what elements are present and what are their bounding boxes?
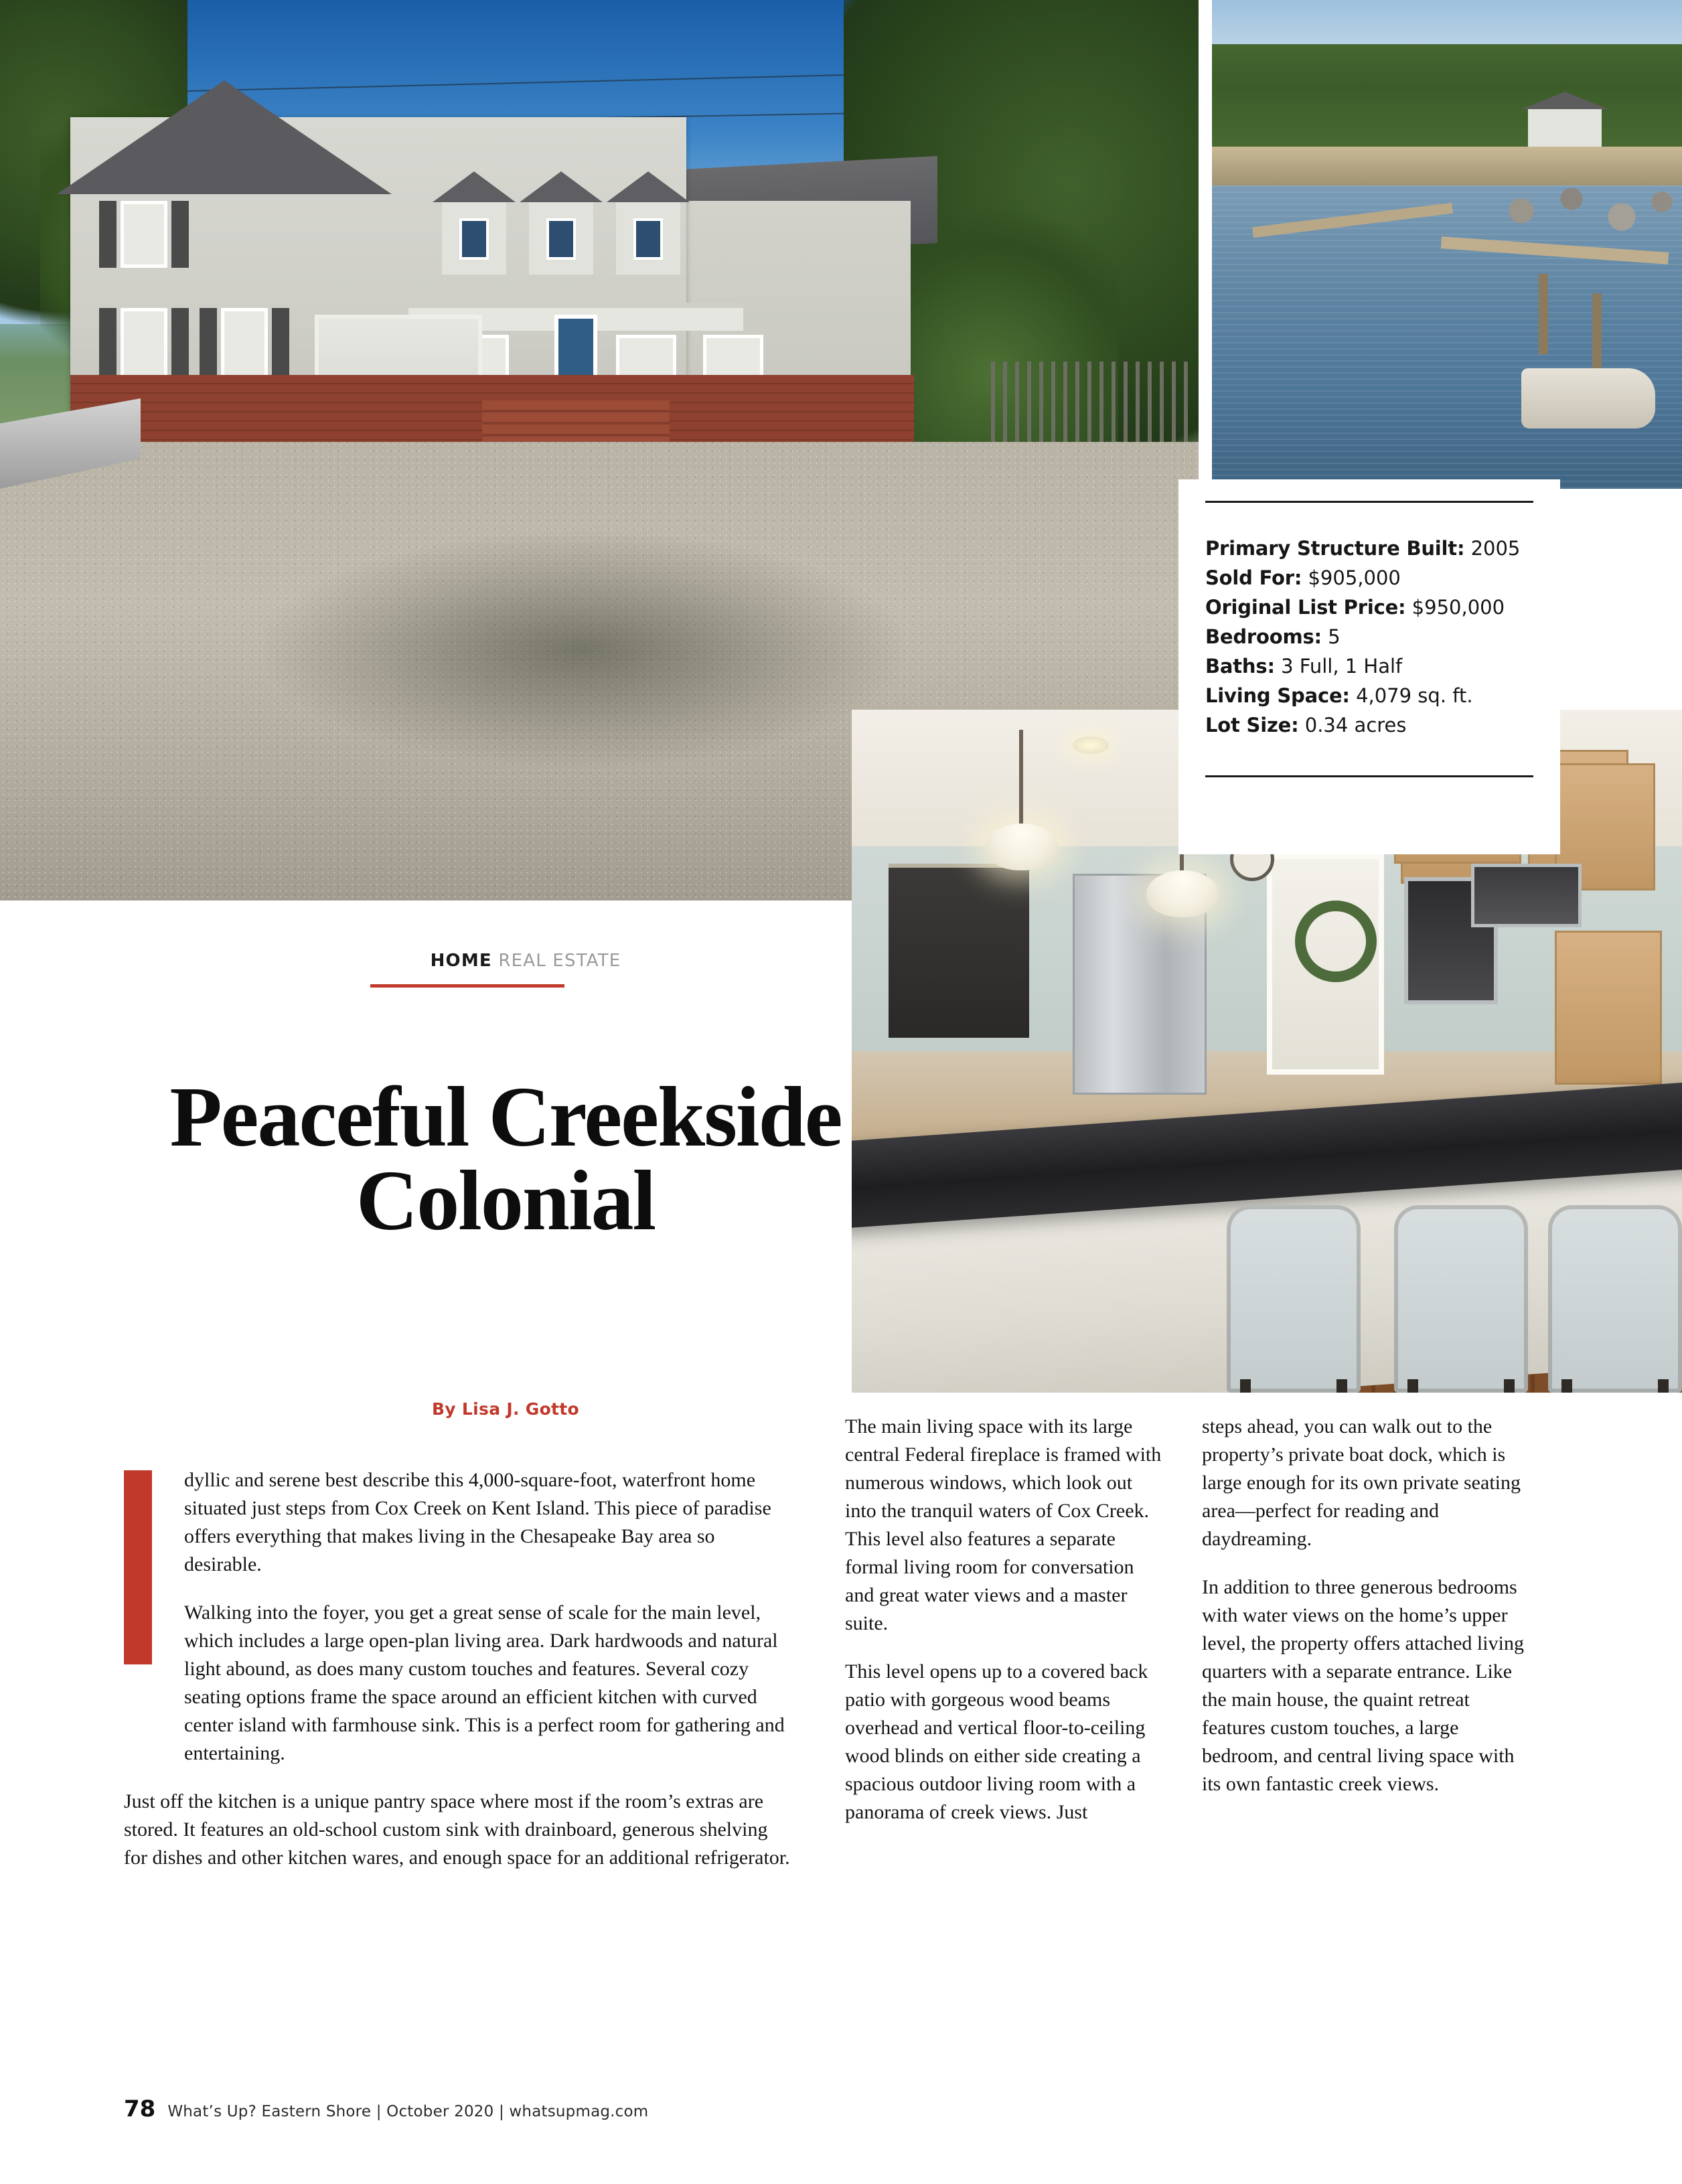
- shutter: [200, 308, 217, 382]
- page-number: 78: [124, 2096, 156, 2122]
- shutter: [171, 201, 189, 268]
- dormer-window: [442, 201, 506, 275]
- open-shelving: [889, 864, 1029, 1038]
- pendant-light: [986, 824, 1058, 870]
- wreath: [1295, 901, 1377, 982]
- paragraph: dyllic and serene best describe this 4,000-square-foot, waterfront home situated just steps from Cox Creek on Kent Island. This piece of paradise offers everything that makes living in the Chesapeake Bay area so desirable.: [184, 1469, 771, 1575]
- fact-list: [1205, 534, 1533, 740]
- page-footer: [124, 2096, 648, 2122]
- tree-shadow: [254, 529, 911, 770]
- fact-item-baths: Baths: 3 Full, 1 Half: [1205, 655, 1403, 678]
- property-fact-box: [1178, 479, 1560, 854]
- piling: [1592, 293, 1602, 380]
- paragraph: This level opens up to a covered back patio with gorgeous wood beams overhead and vertical floor-to-ceiling wood blinds on either side creating a spacious outdoor living room with a panorama of creek views. Just: [845, 1660, 1148, 1823]
- shutter: [171, 308, 189, 382]
- fact-item-original-list-price: Original List Price: $950,000: [1205, 596, 1505, 619]
- kicker-underline: [370, 984, 564, 988]
- gable-roof: [57, 80, 392, 194]
- bar-stool: [1548, 1205, 1682, 1393]
- sky: [1212, 0, 1682, 44]
- fact-item-built: Primary Structure Built: 2005: [1205, 537, 1521, 560]
- recessed-light: [1073, 736, 1109, 754]
- dormer-window: [616, 201, 680, 275]
- pendant-light: [1146, 870, 1219, 917]
- fact-item-sold-for: Sold For: $905,000: [1205, 566, 1401, 590]
- window: [121, 201, 167, 268]
- window: [221, 308, 268, 382]
- photo-creek-and-dock: [1212, 0, 1682, 489]
- fence: [991, 362, 1192, 442]
- neighboring-house: [1528, 108, 1602, 148]
- article-column-2: [845, 1413, 1166, 1847]
- kicker-real-estate: REAL ESTATE: [498, 951, 621, 971]
- paragraph: Walking into the foyer, you get a great sense of scale for the main level, which includes a large open-plan living area. Dark hardwoods and natural light abound, as does many custom touches and features. Several cozy seating options frame the space around an efficient kitchen with curved center island with farmhouse sink. This is a perfect room for gathering and entertaining.: [184, 1602, 785, 1764]
- paragraph: steps ahead, you can walk out to the property’s private boat dock, which is large enough for its own private seating area—perfect for reading and daydreaming.: [1202, 1415, 1521, 1550]
- boat: [1521, 368, 1655, 428]
- fact-item-living-space: Living Space: 4,079 sq. ft.: [1205, 684, 1473, 708]
- lower-cabinet: [1555, 931, 1662, 1085]
- paragraph: Just off the kitchen is a unique pantry space where most if the room’s extras are stored. It features an old-school custom sink with drainboard, generous shelving for dishes and other kitchen wares, and enough space for an additional refrigerator.: [124, 1790, 790, 1869]
- article-column-3: [1202, 1413, 1530, 1818]
- dormer-window: [529, 201, 593, 275]
- fact-box-bottom-rule: [1205, 775, 1533, 777]
- bar-stool: [1394, 1205, 1528, 1393]
- piling: [1539, 274, 1548, 354]
- brick-steps: [482, 400, 670, 447]
- paragraph: The main living space with its large central Federal fireplace is framed with numerous windows, which look out into the tranquil waters of Cox Creek. This level also features a separate formal living room for conversation and great water views and a master suite.: [845, 1415, 1162, 1634]
- byline: By Lisa J. Gotto: [431, 1399, 580, 1419]
- microwave: [1471, 864, 1582, 927]
- paragraph: In addition to three generous bedrooms with water views on the home’s upper level, the property offers attached living quarters with a separate entrance. Like the main house, the quaint retreat features custom touches, a large bedroom, and central living space with its own fantastic creek views.: [1202, 1576, 1524, 1795]
- article-column-1: [124, 1466, 793, 1892]
- shutter: [99, 201, 117, 268]
- fact-box-top-rule: [1205, 501, 1533, 503]
- bar-stool: [1227, 1205, 1361, 1393]
- shutter: [272, 308, 289, 382]
- kicker-home: HOME: [430, 951, 492, 971]
- window: [121, 308, 167, 382]
- shutter: [99, 308, 117, 382]
- fact-item-lot-size: Lot Size: 0.34 acres: [1205, 714, 1407, 737]
- page-title: Peaceful Creekside Colonial: [169, 1069, 842, 1249]
- section-kicker: [214, 951, 837, 971]
- footer-text: What’s Up? Eastern Shore | October 2020 | whatsupmag.com: [167, 2103, 649, 2120]
- rip-rap-rocks: [1481, 181, 1682, 241]
- fact-item-bedrooms: Bedrooms: 5: [1205, 625, 1341, 649]
